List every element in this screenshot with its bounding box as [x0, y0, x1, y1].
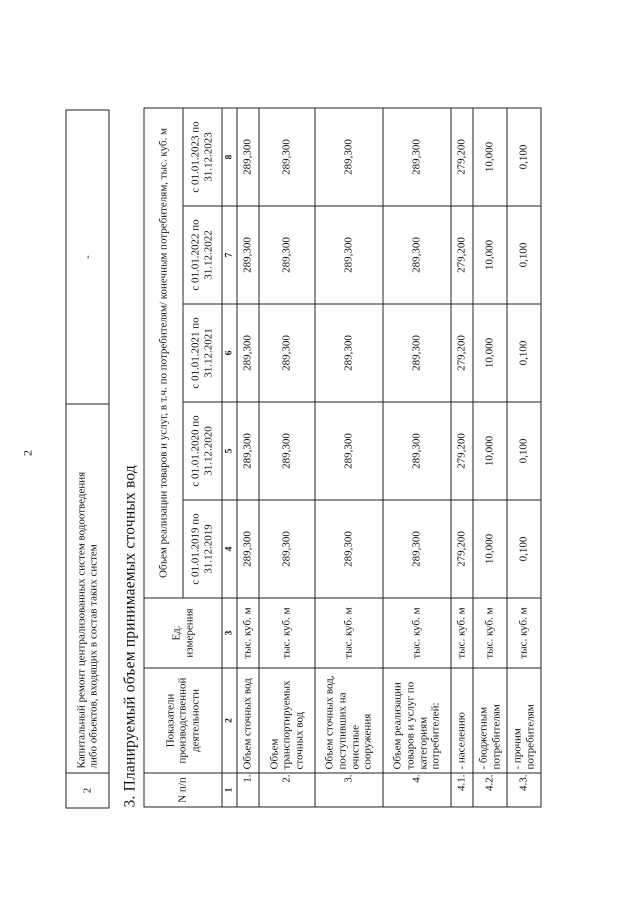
row-value: 289,300	[315, 402, 383, 500]
row-number: 4.	[383, 773, 451, 807]
row-value: 289,300	[383, 402, 451, 500]
row-unit: тыс. куб. м	[507, 598, 541, 668]
table-row	[237, 108, 259, 807]
header-period: с 01.01.2022 по 31.12.2022	[183, 206, 222, 304]
row-number: 4.2.	[473, 773, 507, 807]
row-value: 289,300	[259, 304, 315, 402]
row-value: 279,200	[451, 500, 473, 598]
prev-row-text-line1: Капитальный ремонт централизованных систем водоотведения	[75, 471, 87, 768]
row-unit: тыс. куб. м	[473, 598, 507, 668]
row-indicator: - прочим потребителям	[507, 668, 541, 773]
prev-row-number: 2	[66, 773, 109, 808]
row-unit: тыс. куб. м	[383, 598, 451, 668]
row-indicator: Объем сточных вод	[237, 668, 259, 773]
row-value: 289,300	[383, 500, 451, 598]
row-value: 289,300	[259, 500, 315, 598]
row-value: 10,000	[473, 500, 507, 598]
row-value: 289,300	[383, 108, 451, 206]
row-value: 0,100	[507, 206, 541, 304]
column-number: 2	[222, 668, 237, 773]
row-number: 3.	[315, 773, 383, 807]
column-number: 4	[222, 500, 237, 598]
row-value: 289,300	[237, 206, 259, 304]
row-value: 289,300	[237, 500, 259, 598]
column-number: 8	[222, 108, 237, 206]
header-period: с 01.01.2019 по 31.12.2019	[183, 500, 222, 598]
row-value: 0,100	[507, 304, 541, 402]
table-row	[259, 108, 315, 807]
table-row	[66, 110, 109, 808]
row-value: 289,300	[315, 500, 383, 598]
row-value: 289,300	[259, 206, 315, 304]
row-value: 289,300	[315, 304, 383, 402]
row-value: 0,100	[507, 500, 541, 598]
row-value: 289,300	[259, 108, 315, 206]
row-value: 289,300	[383, 206, 451, 304]
prev-row-text	[66, 404, 109, 773]
wastewater-volume-table	[143, 107, 541, 807]
table-row	[315, 108, 383, 807]
header-volume: Объем реализации товаров и услуг, в т.ч. по потребителям/ конечным потребителям, тыс. куб. м	[144, 108, 183, 598]
table-row	[383, 108, 451, 807]
header-num: N п/п	[144, 773, 222, 807]
row-value: 289,300	[259, 402, 315, 500]
row-value: 279,200	[451, 304, 473, 402]
prev-row-text-line2: либо объектов, входящих в состав таких систем	[87, 543, 99, 768]
row-value: 289,300	[383, 304, 451, 402]
header-period: с 01.01.2023 по 31.12.2023	[183, 108, 222, 206]
row-indicator: - бюджетным потребителям	[473, 668, 507, 773]
row-unit: тыс. куб. м	[451, 598, 473, 668]
table-row	[473, 108, 507, 807]
table-row	[507, 108, 541, 807]
column-number: 3	[222, 598, 237, 668]
column-number: 7	[222, 206, 237, 304]
row-number: 1.	[237, 773, 259, 807]
previous-section-table	[65, 109, 109, 808]
row-number: 4.3.	[507, 773, 541, 807]
row-unit: тыс. куб. м	[315, 598, 383, 668]
row-value: 279,200	[451, 206, 473, 304]
row-value: 10,000	[473, 304, 507, 402]
row-value: 289,300	[315, 108, 383, 206]
header-row	[144, 108, 183, 807]
header-indicator: Показатели производственной деятельности	[144, 668, 222, 773]
section-title: 3. Планируемый объем принимаемых сточных вод	[121, 464, 138, 807]
row-value: 289,300	[237, 304, 259, 402]
row-value: 10,000	[473, 206, 507, 304]
header-period: с 01.01.2021 по 31.12.2021	[183, 304, 222, 402]
row-number: 2.	[259, 773, 315, 807]
header-unit: Ед. измерения	[144, 598, 222, 668]
row-value: 289,300	[237, 108, 259, 206]
column-number: 1	[222, 773, 237, 807]
row-value: 289,300	[315, 206, 383, 304]
row-indicator: - населению	[451, 668, 473, 773]
row-unit: тыс. куб. м	[259, 598, 315, 668]
row-unit: тыс. куб. м	[237, 598, 259, 668]
row-value: 289,300	[237, 402, 259, 500]
row-indicator: Объем реализации товаров и услуг по категориям потребителей:	[383, 668, 451, 773]
table-row	[451, 108, 473, 807]
page-number: 2	[20, 449, 34, 456]
row-value: 279,200	[451, 108, 473, 206]
row-indicator: Объем транспортируемых сточных вод	[259, 668, 315, 773]
row-value: 10,000	[473, 108, 507, 206]
row-value: 10,000	[473, 402, 507, 500]
prev-row-value: -	[66, 110, 109, 404]
column-number: 6	[222, 304, 237, 402]
column-number-row	[222, 108, 237, 807]
row-value: 0,100	[507, 402, 541, 500]
header-period: с 01.01.2020 по 31.12.2020	[183, 402, 222, 500]
row-indicator: Объем сточных вод, поступивших на очистные сооружения	[315, 668, 383, 773]
row-value: 279,200	[451, 402, 473, 500]
row-number: 4.1.	[451, 773, 473, 807]
row-value: 0,100	[507, 108, 541, 206]
column-number: 5	[222, 402, 237, 500]
